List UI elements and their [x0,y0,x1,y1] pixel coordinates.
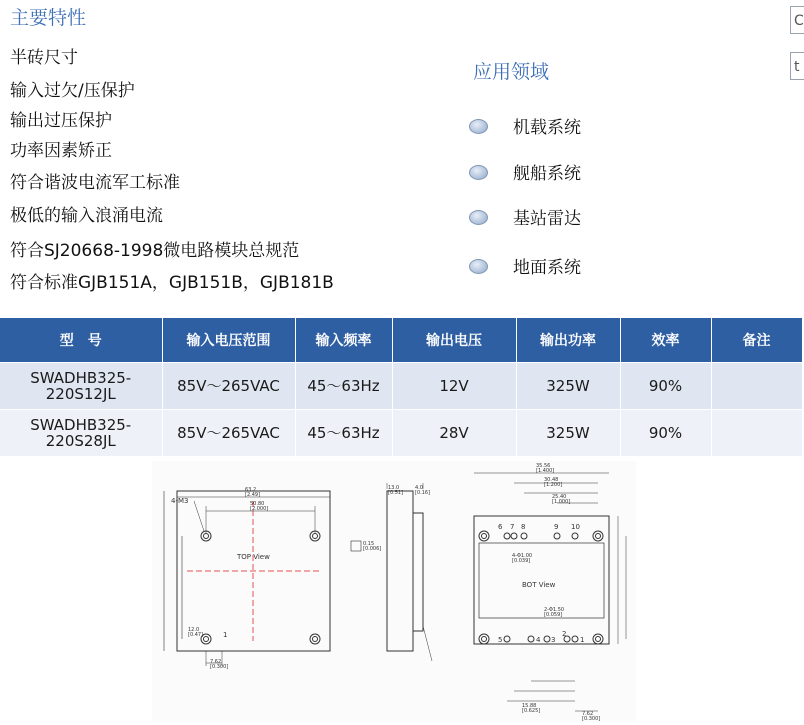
bot-pin-label: 9 [554,523,559,531]
application-item: 舰船系统 [513,164,581,184]
table-row [0,410,802,457]
dim-text: 30.48 [544,477,559,483]
dim-text: 12.0 [188,627,200,633]
table-header-row [0,318,802,363]
dim-text: 13.0 [388,485,400,491]
dim-text: [1.400] [536,468,555,474]
mechanical-drawing-svg [152,461,636,721]
bot-pin-label: 1 [580,636,585,644]
top-view-label: TOP View [237,553,270,561]
dim-text: 2-Φ1.50 [544,607,565,613]
bot-pin-label: 3 [551,636,556,644]
model-line: 220S12JL [45,385,116,403]
bullet-icon [469,259,488,274]
column-header: 型 号 [0,318,162,363]
table-row [0,363,802,410]
vin-cell: 85V～265VAC [162,363,295,410]
hole-callout: 4-M3 [171,497,189,505]
model-cell [0,410,162,457]
bot-pin-label: 4 [536,636,541,644]
dim-text: [2.49] [245,492,261,498]
feature-item: 输出过压保护 [10,111,112,131]
application-item: 机载系统 [513,118,581,138]
bullet-icon [469,165,488,180]
dim-text: 15.88 [522,703,537,709]
eff-cell: 90% [620,410,711,457]
dim-text: 63.2 [245,487,257,493]
note-cell [711,363,802,410]
dim-text: [1.200] [544,482,563,488]
freq-cell: 45～63Hz [295,410,392,457]
dim-text: 7.62 [582,711,594,717]
bot-pin-label: 6 [498,523,503,531]
applications-title: 应用领域 [473,61,550,83]
vin-cell: 85V～265VAC [162,410,295,457]
feature-item: 功率因素矫正 [10,141,112,161]
features-title: 主要特性 [10,7,87,29]
application-item: 基站雷达 [513,209,581,229]
dim-text: 7.62 [210,659,222,665]
dim-text: [0.039] [512,558,531,564]
dim-text: [1.000] [552,499,571,505]
pout-cell: 325W [516,410,620,457]
vout-cell: 12V [392,363,516,410]
dim-text: [0.47] [188,632,204,638]
dim-text: [0.51] [388,490,404,496]
dim-text: [0.006] [363,546,382,552]
bot-view-label: BOT View [522,581,556,589]
edge-input-fragment[interactable]: t [790,52,804,80]
dim-text: 4-Φ1.00 [512,553,533,559]
dim-text: 0.15 [363,541,375,547]
edge-input-fragment[interactable]: C [790,6,804,34]
column-header: 输出电压 [392,318,516,363]
feature-item: 输入过欠/压保护 [10,81,135,101]
dim-text: 50.80 [250,501,265,507]
column-header: 效率 [620,318,711,363]
top-pin-label: 1 [223,631,228,639]
dim-text: 35.56 [536,463,551,469]
column-header: 输入频率 [295,318,392,363]
dim-text: [0.300] [582,716,601,722]
note-cell [711,410,802,457]
dim-text: [0.625] [522,708,541,714]
vout-cell: 28V [392,410,516,457]
bot-pin-label: 10 [571,523,580,531]
column-header: 备注 [711,318,802,363]
model-line: SWADHB325- [30,416,132,434]
dim-text: [0.059] [544,612,563,618]
feature-item: 符合标准GJB151A，GJB151B，GJB181B [10,273,334,293]
side-view-outline [387,491,413,651]
column-header: 输出功率 [516,318,620,363]
bot-pin-label: 5 [498,636,503,644]
bot-pin-label: 2 [562,630,567,638]
feature-item: 极低的输入浪涌电流 [10,206,163,226]
model-cell [0,363,162,410]
freq-cell: 45～63Hz [295,363,392,410]
model-line: SWADHB325- [30,369,132,387]
model-line: 220S28JL [45,432,116,450]
dim-text: [2.000] [250,506,269,512]
bot-view-outline [474,516,609,644]
bullet-icon [469,210,488,225]
eff-cell: 90% [620,363,711,410]
dim-text: 25.40 [552,494,567,500]
feature-item: 半砖尺寸 [10,48,78,68]
application-item: 地面系统 [513,258,581,278]
feature-item: 符合谐波电流军工标准 [10,173,180,193]
dim-text: [0.16] [415,490,431,496]
spec-table [0,318,803,456]
dim-text: 4.0 [415,485,423,491]
mechanical-drawing [152,461,636,721]
bot-pin-label: 8 [521,523,526,531]
bullet-icon [469,119,488,134]
column-header: 输入电压范围 [162,318,295,363]
bot-pin-label: 7 [510,523,515,531]
dim-text: [0.300] [210,664,229,670]
pout-cell: 325W [516,363,620,410]
feature-item: 符合SJ20668-1998微电路模块总规范 [10,241,300,261]
